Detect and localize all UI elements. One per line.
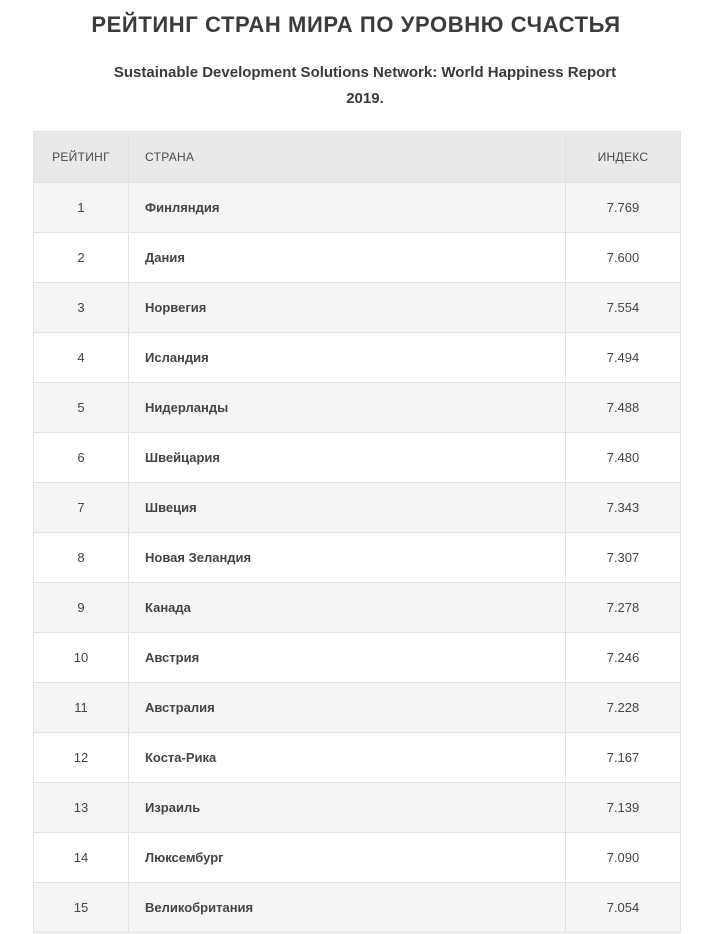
- rank-cell: 10: [34, 633, 129, 683]
- index-cell: 7.494: [566, 333, 681, 383]
- rank-cell: 12: [34, 733, 129, 783]
- column-header-country: СТРАНА: [129, 132, 566, 183]
- table-header-row: [34, 132, 681, 183]
- index-cell: 7.278: [566, 583, 681, 633]
- index-cell: 7.054: [566, 883, 681, 933]
- column-header-rank: РЕЙТИНГ: [34, 132, 129, 183]
- rank-cell: 9: [34, 583, 129, 633]
- table-row: [34, 833, 681, 883]
- rating-table-container: [33, 131, 681, 933]
- table-row: [34, 883, 681, 933]
- country-cell: Дания: [129, 233, 566, 283]
- country-cell: Великобритания: [129, 883, 566, 933]
- index-cell: 7.480: [566, 433, 681, 483]
- rank-cell: 4: [34, 333, 129, 383]
- rank-cell: 11: [34, 683, 129, 733]
- country-cell: Исландия: [129, 333, 566, 383]
- rank-cell: 7: [34, 483, 129, 533]
- index-cell: 7.090: [566, 833, 681, 883]
- table-row: [34, 483, 681, 533]
- index-cell: 7.554: [566, 283, 681, 333]
- country-cell: Швейцария: [129, 433, 566, 483]
- index-cell: 7.600: [566, 233, 681, 283]
- table-row: [34, 333, 681, 383]
- table-row: [34, 733, 681, 783]
- table-row: [34, 633, 681, 683]
- index-cell: 7.246: [566, 633, 681, 683]
- rank-cell: 13: [34, 783, 129, 833]
- rank-cell: 3: [34, 283, 129, 333]
- table-row: [34, 783, 681, 833]
- country-cell: Нидерланды: [129, 383, 566, 433]
- index-cell: 7.228: [566, 683, 681, 733]
- country-cell: Австралия: [129, 683, 566, 733]
- page-subtitle: Sustainable Development Solutions Network: World Happiness Report 2019.: [113, 64, 617, 107]
- column-header-index: ИНДЕКС: [566, 132, 681, 183]
- table-row: [34, 283, 681, 333]
- table-row: [34, 583, 681, 633]
- table-row: [34, 383, 681, 433]
- rank-cell: 6: [34, 433, 129, 483]
- country-cell: Новая Зеландия: [129, 533, 566, 583]
- index-cell: 7.139: [566, 783, 681, 833]
- table-row: [34, 233, 681, 283]
- country-cell: Швеция: [129, 483, 566, 533]
- table-row: [34, 683, 681, 733]
- country-cell: Австрия: [129, 633, 566, 683]
- table-row: [34, 533, 681, 583]
- rank-cell: 15: [34, 883, 129, 933]
- table-row: [34, 183, 681, 233]
- table-row: [34, 433, 681, 483]
- index-cell: 7.769: [566, 183, 681, 233]
- index-cell: 7.343: [566, 483, 681, 533]
- table-body: [34, 183, 681, 933]
- rating-table: [33, 131, 681, 933]
- index-cell: 7.167: [566, 733, 681, 783]
- rank-cell: 2: [34, 233, 129, 283]
- rank-cell: 5: [34, 383, 129, 433]
- country-cell: Норвегия: [129, 283, 566, 333]
- rank-cell: 14: [34, 833, 129, 883]
- index-cell: 7.307: [566, 533, 681, 583]
- country-cell: Финляндия: [129, 183, 566, 233]
- page-title: РЕЙТИНГ СТРАН МИРА ПО УРОВНЮ СЧАСТЬЯ: [91, 12, 621, 37]
- country-cell: Коста-Рика: [129, 733, 566, 783]
- rank-cell: 8: [34, 533, 129, 583]
- index-cell: 7.488: [566, 383, 681, 433]
- rank-cell: 1: [34, 183, 129, 233]
- country-cell: Израиль: [129, 783, 566, 833]
- country-cell: Канада: [129, 583, 566, 633]
- country-cell: Люксембург: [129, 833, 566, 883]
